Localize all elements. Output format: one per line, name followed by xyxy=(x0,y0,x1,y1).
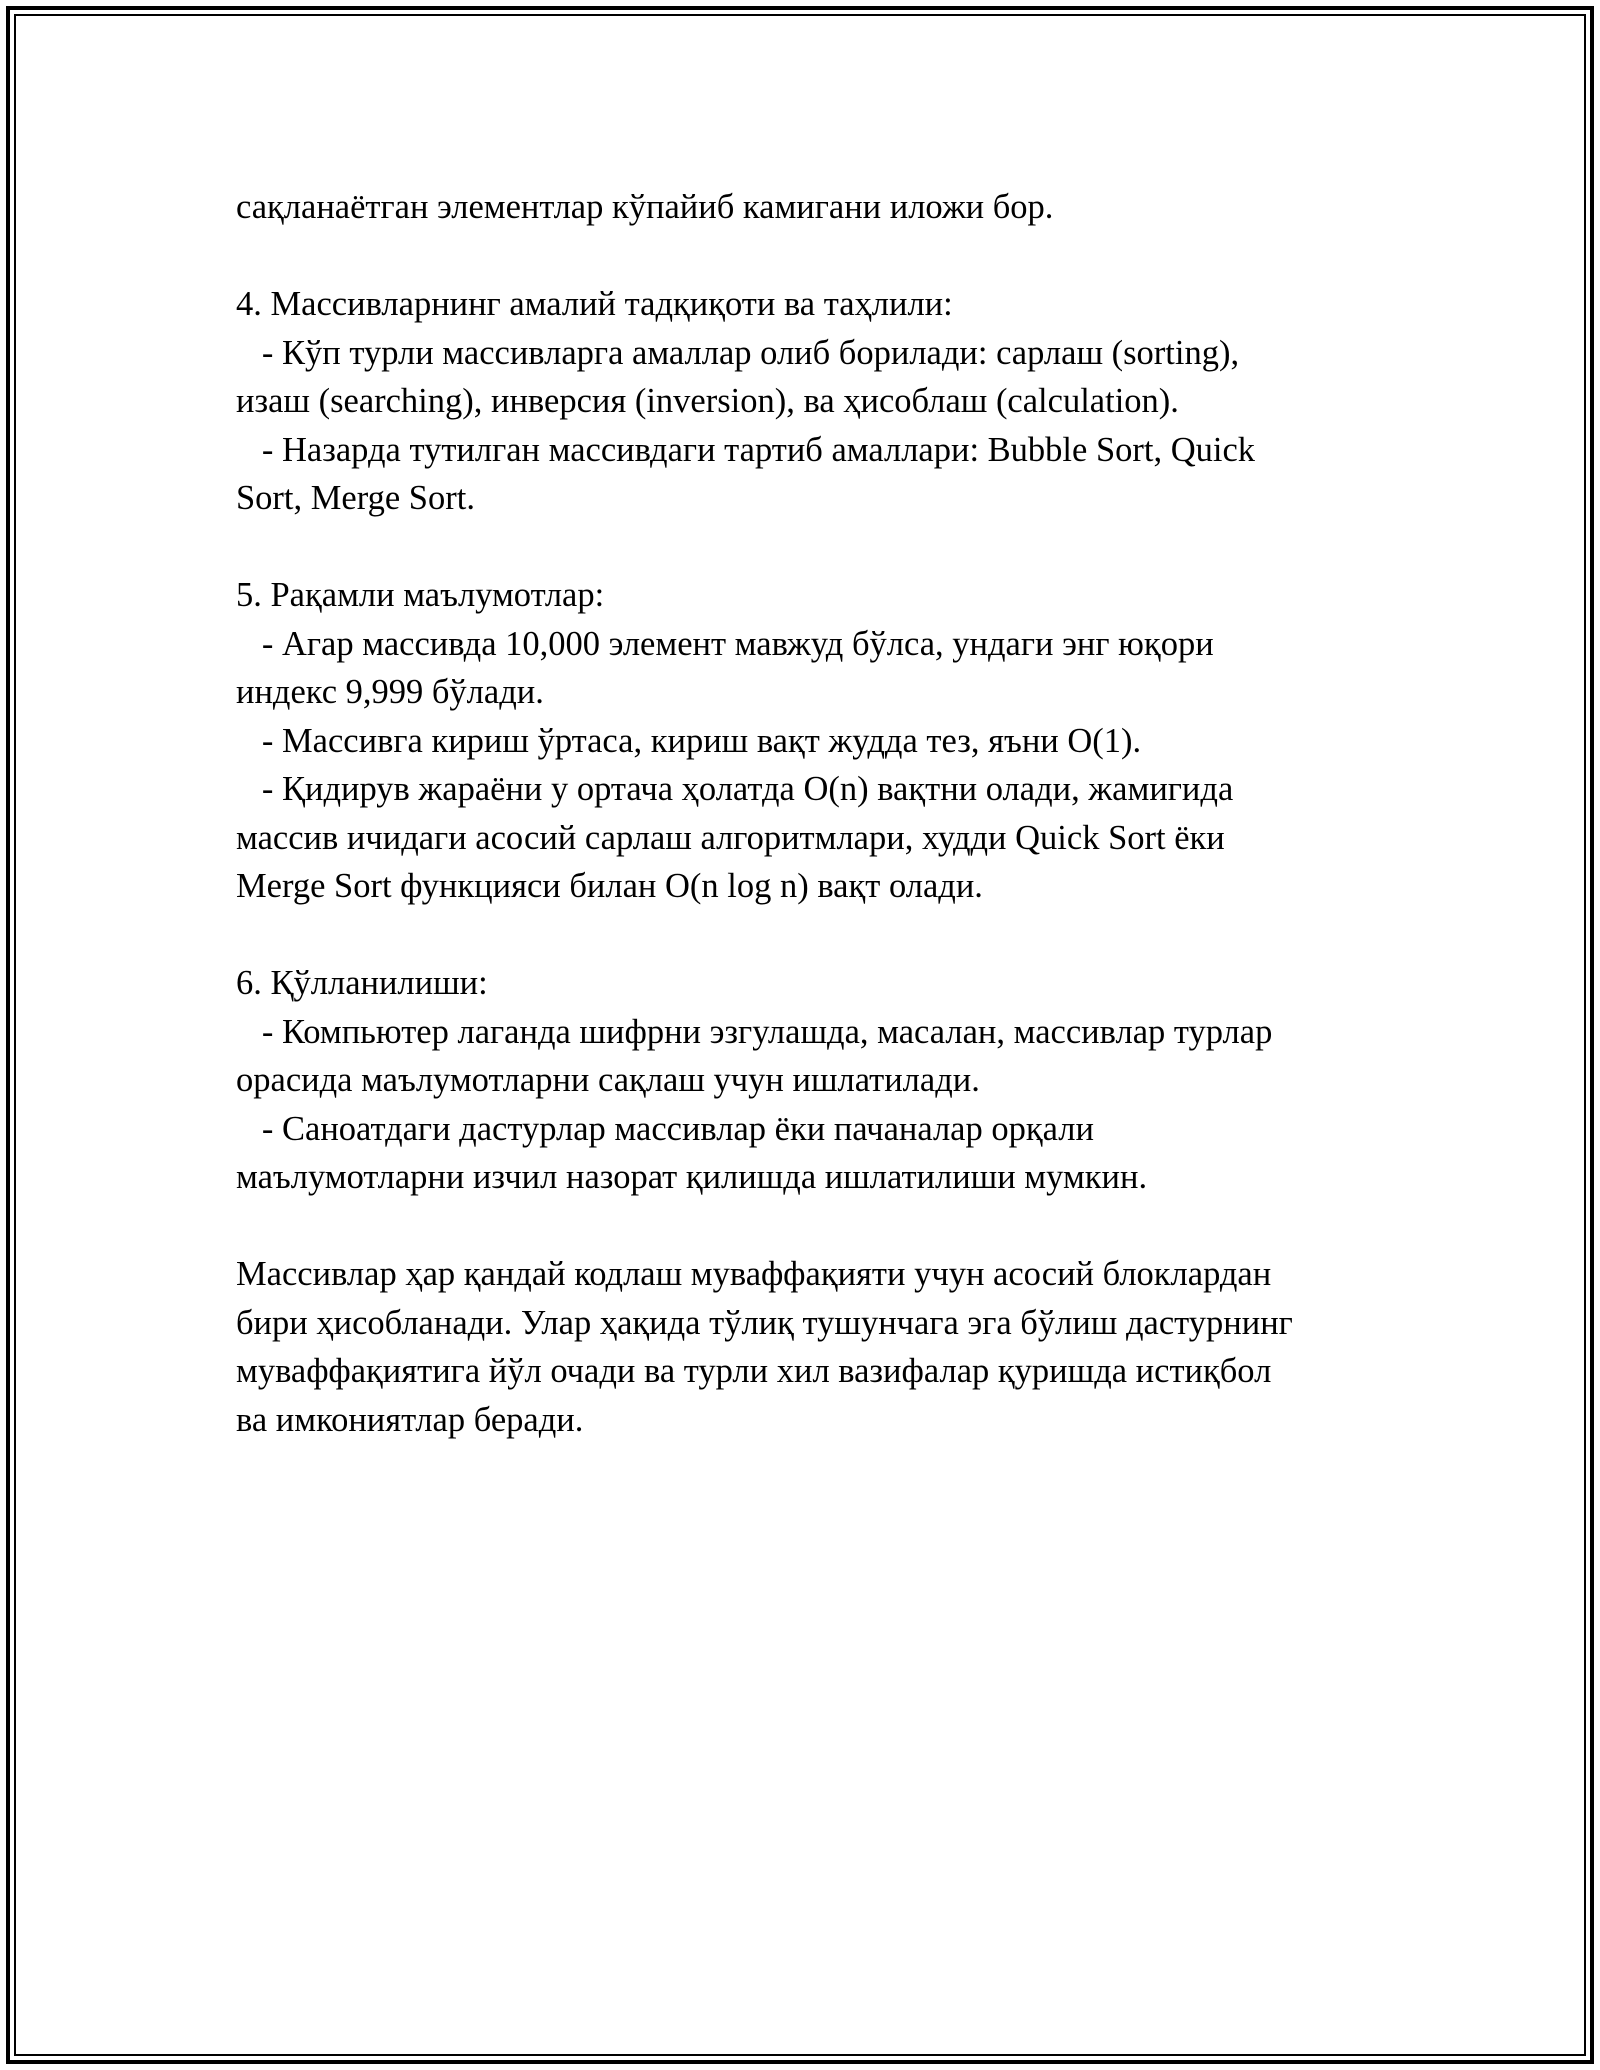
spacer xyxy=(236,523,1386,572)
section-line: индекс 9,999 бўлади. xyxy=(236,673,544,711)
section-line: - Компьютер лаганда шифрни эзгулашда, масалан, массивлар турлар xyxy=(236,1012,1273,1051)
section-line: Merge Sort функцияси билан O(n log n) вақт олади. xyxy=(236,867,983,905)
section-line: - Саноатдаги дастурлар массивлар ёки пачаналар орқали xyxy=(236,1109,1094,1148)
section-4 xyxy=(236,280,1386,523)
section-line: Sort, Merge Sort. xyxy=(236,479,475,517)
spacer xyxy=(236,1202,1386,1251)
section-line: - Кўп турли массивларга амаллар олиб борилади: сарлаш (sorting), xyxy=(236,333,1240,372)
spacer xyxy=(236,911,1386,960)
conclusion-line: Массивлар ҳар қандай кодлаш муваффақияти учун асосий блоклардан xyxy=(236,1255,1272,1293)
section-line: маълумотларни изчил назорат қилишда ишлатилиши мумкин. xyxy=(236,1158,1148,1196)
spacer xyxy=(236,232,1386,281)
section-line: - Массивга кириш ўртаса, кириш вақт жудда тез, яъни O(1). xyxy=(236,721,1142,760)
section-line: массив ичидаги асосий сарлаш алгоритмлари, худди Quick Sort ёки xyxy=(236,818,1225,857)
section-heading: 4. Массивларнинг амалий тадқиқоти ва таҳлили: xyxy=(236,285,953,323)
conclusion-line: бири ҳисобланади. Улар ҳақида тўлиқ тушунчага эга бўлиш дастурнинг xyxy=(236,1303,1293,1342)
section-line: - Назарда тутилган массивдаги тартиб амаллари: Bubble Sort, Quick xyxy=(236,430,1256,469)
conclusion-paragraph xyxy=(236,1250,1386,1444)
section-heading: 5. Рақамли маълумотлар: xyxy=(236,576,605,614)
section-line: изаш (searching), инверсия (inversion), ва ҳисоблаш (calculation). xyxy=(236,382,1179,420)
section-line: орасида маълумотларни сақлаш учун ишлатилади. xyxy=(236,1061,980,1099)
section-line: - Қидирув жараёни у ортача ҳолатда O(n) вақтни олади, жамигида xyxy=(236,770,1234,808)
section-5 xyxy=(236,571,1386,911)
conclusion-line: муваффақиятига йўл очади ва турли хил вазифалар қуришда истиқбол xyxy=(236,1352,1272,1390)
section-heading: 6. Қўлланилиши: xyxy=(236,964,488,1002)
section-line: - Агар массивда 10,000 элемент мавжуд бўлса, ундаги энг юқори xyxy=(236,624,1214,663)
document-body xyxy=(236,183,1386,1444)
continuation-line: сақланаётган элементлар кўпайиб камигани иложи бор. xyxy=(236,188,1054,226)
conclusion-line: ва имкониятлар беради. xyxy=(236,1400,584,1439)
section-6 xyxy=(236,959,1386,1202)
